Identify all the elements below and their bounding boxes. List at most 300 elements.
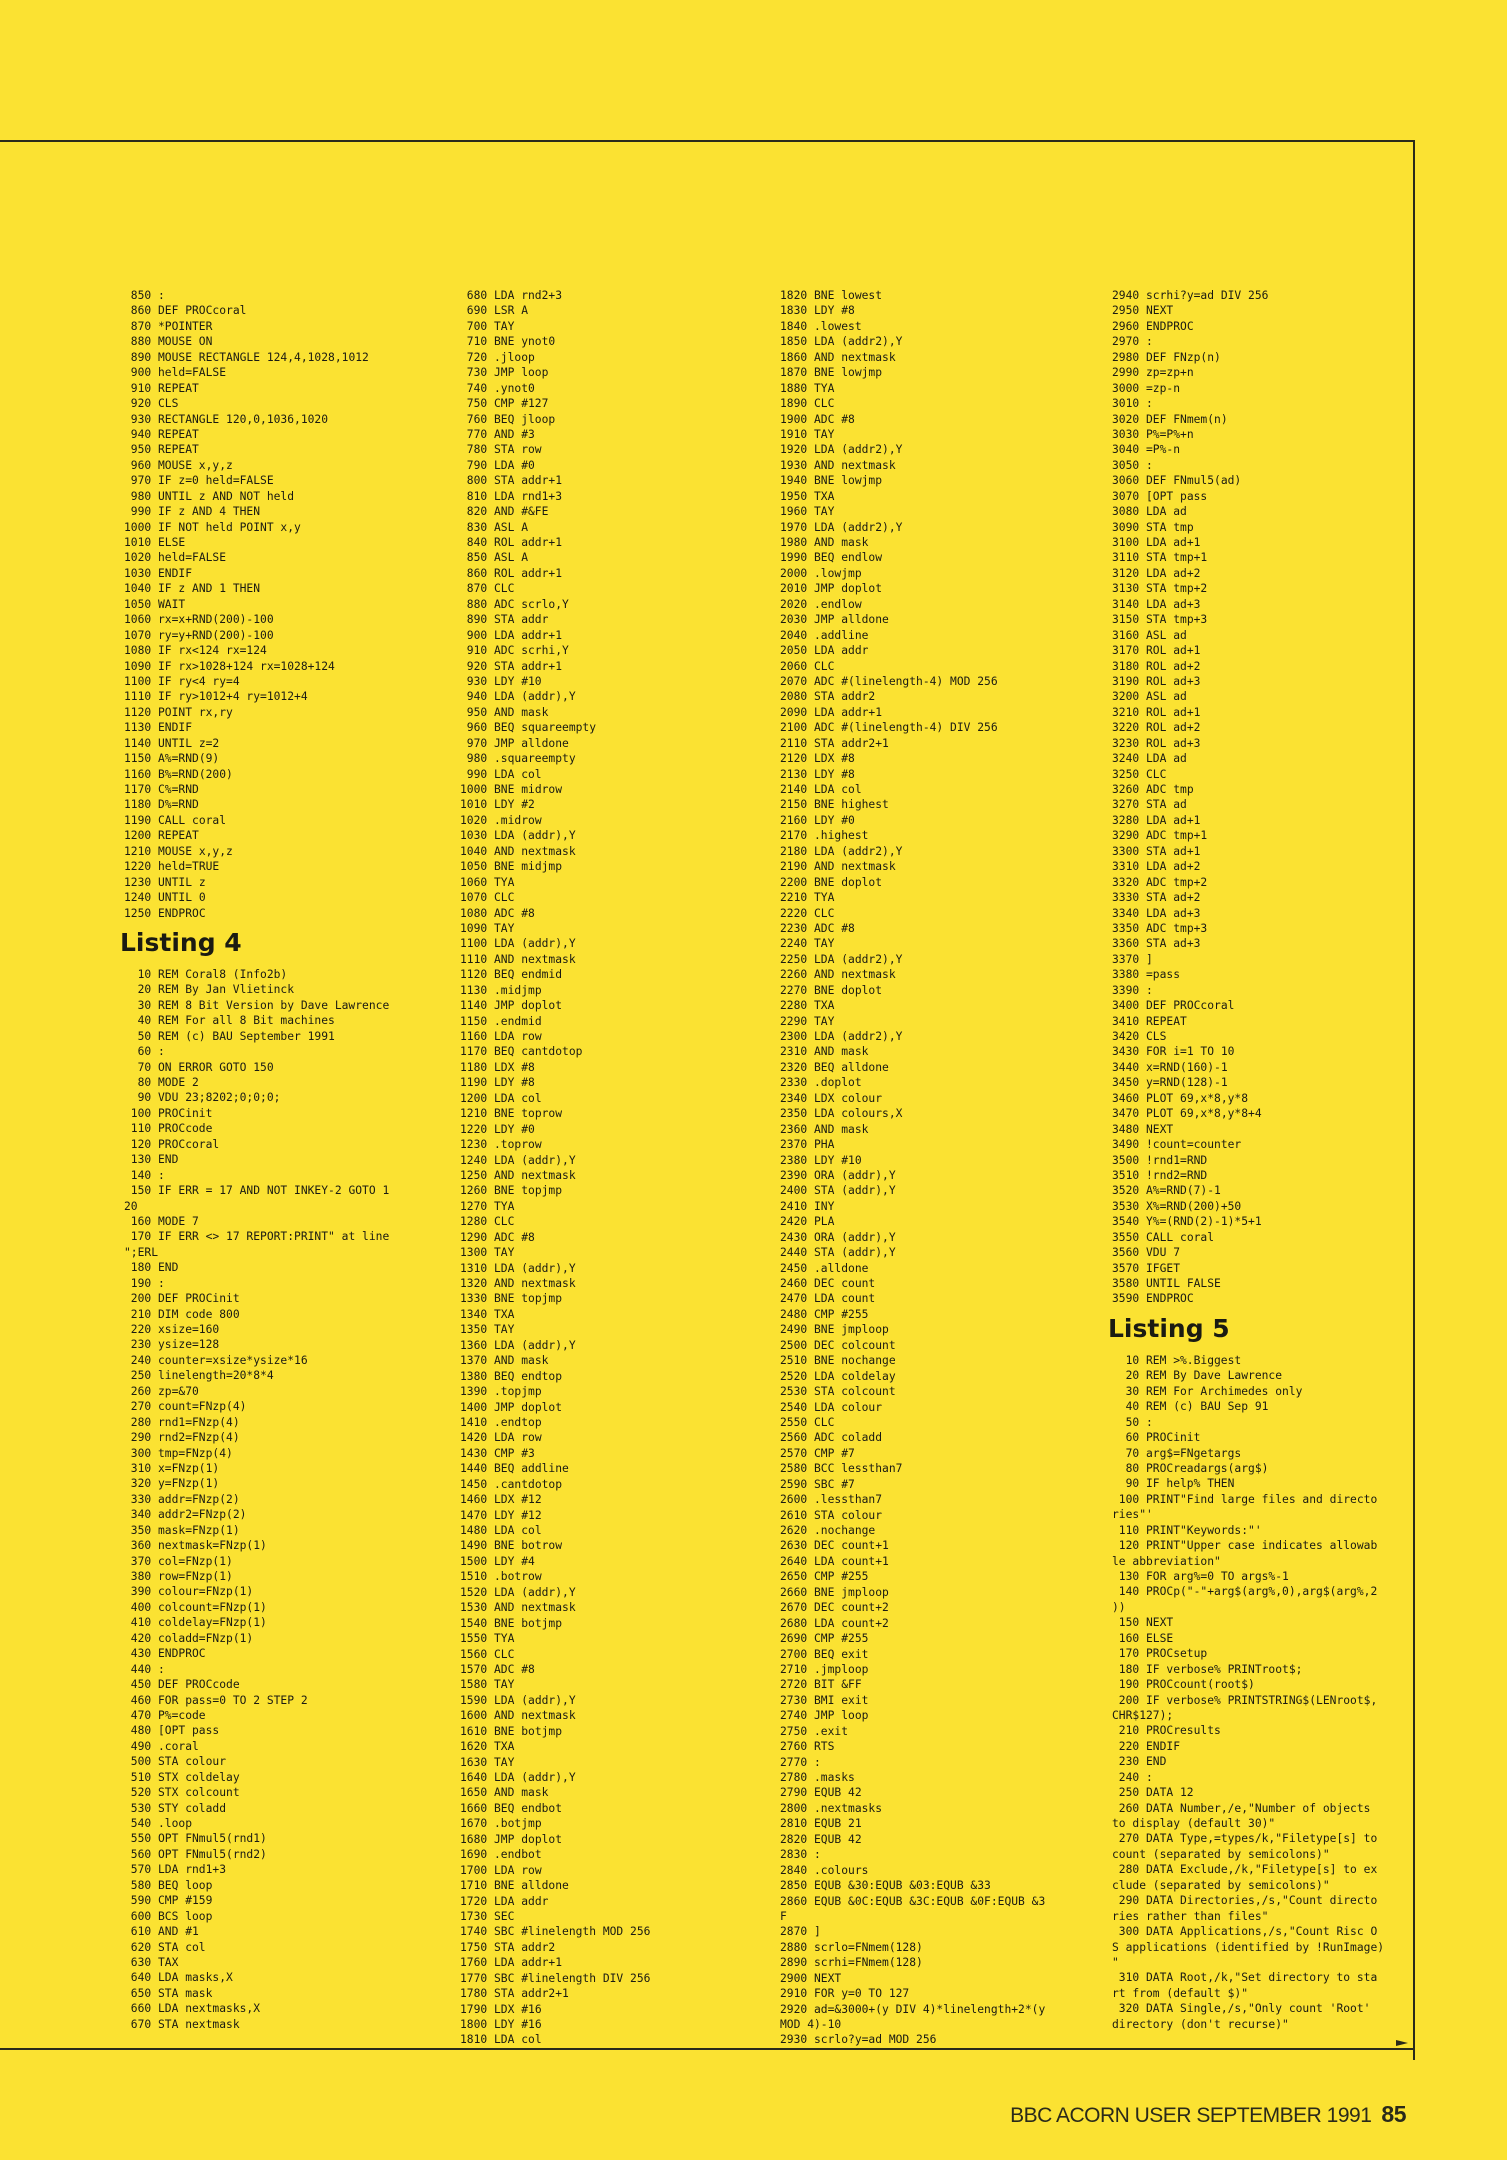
code-line: 170 PROCsetup (1118, 1647, 1208, 1661)
code-line: 2890 scrhi=FNmem(128) (780, 1956, 923, 1970)
code-line: 280 DATA Exclude,/k,"Filetype[s] to ex (1118, 1863, 1378, 1877)
code-line: 290 DATA Directories,/s,"Count directo (1118, 1894, 1378, 1908)
code-line: 2030 JMP alldone (780, 613, 889, 627)
code-line: 3470 PLOT 69,x*8,y*8+4 (1112, 1107, 1262, 1121)
code-line: 1080 ADC #8 (460, 906, 535, 920)
code-line: 40 REM For all 8 Bit machines (137, 1014, 335, 1028)
code-line: 1170 BEQ cantdotop (460, 1045, 583, 1059)
code-line: 920 STA addr+1 (466, 659, 563, 673)
continue-arrow-icon (1396, 2040, 1408, 2046)
code-line: 2730 BMI exit (780, 1693, 869, 1707)
code-line: 3570 IFGET (1112, 1261, 1181, 1275)
code-line: 790 LDA #0 (466, 458, 535, 472)
code-line: 3520 A%=RND(7)-1 (1112, 1184, 1221, 1198)
listing-column-4 (1108, 288, 1385, 2032)
code-line: rt from (default $)" (1112, 1986, 1249, 2000)
code-line: 1140 JMP doplot (460, 999, 563, 1013)
code-line: 3490 !count=counter (1112, 1138, 1242, 1152)
code-line: 1130 .midjmp (460, 983, 542, 997)
code-line: 1400 JMP doplot (460, 1400, 563, 1414)
code-line: 2120 LDX #8 (780, 752, 855, 766)
code-line: 2290 TAY (780, 1014, 835, 1028)
code-line: 250 DATA 12 (1118, 1786, 1194, 1800)
code-line: 1920 LDA (addr2),Y (780, 443, 903, 457)
code-line: 3550 CALL coral (1112, 1230, 1215, 1244)
code-line: 1660 BEQ endbot (460, 1801, 563, 1815)
code-line: 2550 CLC (780, 1415, 835, 1429)
code-line: 120 PROCcoral (130, 1137, 220, 1151)
code-line: to display (default 30)" (1112, 1817, 1276, 1830)
code-line: 3370 ] (1112, 952, 1153, 966)
code-line: 2370 PHA (780, 1138, 835, 1152)
code-line: 870 *POINTER (130, 319, 213, 333)
code-line: 3160 ASL ad (1112, 628, 1187, 642)
code-line: 160 ELSE (1118, 1631, 1174, 1645)
code-line: 970 JMP alldone (466, 736, 569, 750)
code-line: 950 REPEAT (130, 443, 199, 457)
code-line: ries rather than files" (1112, 1909, 1269, 1923)
code-line: 2380 LDY #10 (780, 1153, 862, 1167)
code-line: 1370 AND mask (460, 1354, 549, 1368)
code-line: 300 DATA Applications,/s,"Count Risc O (1118, 1925, 1378, 1939)
code-line: 410 coldelay=FNzp(1) (130, 1616, 267, 1630)
code-line: 870 CLC (466, 582, 515, 596)
code-line: 1080 IF rx<124 rx=124 (124, 644, 267, 658)
code-line: 150 NEXT (1118, 1616, 1174, 1630)
code-line: 1550 TYA (460, 1632, 515, 1646)
code-line: 170 IF ERR <> 17 REPORT:PRINT" at line (130, 1230, 390, 1244)
bottom-rule (0, 2048, 1415, 2050)
code-line: 210 PROCresults (1118, 1724, 1221, 1738)
code-line: 2530 STA colcount (780, 1385, 896, 1399)
code-line: 510 STX coldelay (130, 1770, 240, 1784)
code-line: 620 STA col (130, 1940, 206, 1954)
code-line: ries"' (1112, 1508, 1153, 1522)
code-line: 2660 BNE jmploop (780, 1585, 889, 1599)
code-line: 2330 .doplot (780, 1076, 862, 1090)
code-line: 70 arg$=FNgetargs (1125, 1446, 1242, 1460)
code-line: 1760 LDA addr+1 (460, 1956, 563, 1970)
code-line: 3190 ROL ad+3 (1112, 674, 1201, 688)
code-line: 450 DEF PROCcode (130, 1678, 240, 1692)
code-line: 1180 LDX #8 (460, 1060, 535, 1074)
code-line: 3380 =pass (1112, 968, 1181, 982)
code-line: 340 addr2=FNzp(2) (130, 1508, 247, 1522)
code-line: 2210 TYA (780, 891, 835, 905)
code-line: 1900 ADC #8 (780, 412, 855, 426)
code-line: 220 xsize=160 (130, 1323, 220, 1336)
code-line: 2260 AND nextmask (780, 968, 896, 982)
code-line: 890 STA addr (466, 613, 549, 627)
code-line: 1890 CLC (780, 397, 835, 411)
code-line: 190 : (130, 1276, 165, 1290)
code-line: 2790 EQUB 42 (780, 1786, 862, 1800)
code-line: directory (don't recurse)" (1112, 2017, 1289, 2031)
code-line: 80 PROCreadargs(arg$) (1125, 1461, 1269, 1475)
code-line: 2170 .highest (780, 829, 869, 843)
code-line: 60 : (137, 1045, 165, 1059)
code-line: 440 : (130, 1662, 165, 1676)
code-line: 390 colour=FNzp(1) (130, 1585, 254, 1599)
code-line: 1060 TYA (460, 875, 515, 889)
code-line: 10 REM >%.Biggest (1125, 1353, 1242, 1367)
code-line: 2400 STA (addr),Y (780, 1184, 896, 1198)
code-line: 1950 TXA (780, 489, 835, 503)
code-line: 50 : (1125, 1415, 1153, 1429)
code-line: 20 REM By Jan Vlietinck (137, 983, 295, 997)
code-line: 3480 NEXT (1112, 1122, 1174, 1136)
code-line: 1260 BNE topjmp (460, 1184, 563, 1198)
code-line: 3360 STA ad+3 (1112, 937, 1201, 951)
code-line: 990 LDA col (466, 767, 542, 781)
code-line: 2950 NEXT (1112, 304, 1174, 318)
listing-heading: Listing 5 (1108, 1313, 1230, 1343)
code-line: 2220 CLC (780, 906, 835, 920)
code-line: 2430 ORA (addr),Y (780, 1230, 896, 1244)
code-line: 2840 .colours (780, 1863, 869, 1877)
code-line: 980 UNTIL z AND NOT held (130, 489, 295, 503)
code-line: 1620 TXA (460, 1740, 515, 1754)
code-line: CHR$127); (1112, 1708, 1174, 1722)
code-line: 610 AND #1 (130, 1925, 199, 1939)
code-line: 1380 BEQ endtop (460, 1369, 563, 1383)
code-line: 240 : (1118, 1770, 1153, 1784)
code-line: 910 REPEAT (130, 381, 199, 395)
code-line: 1000 BNE midrow (460, 783, 563, 796)
code-line: 2560 ADC coladd (780, 1431, 883, 1445)
code-line: 3580 UNTIL FALSE (1112, 1277, 1221, 1290)
code-line: 2610 STA colour (780, 1508, 883, 1522)
code-line: 860 DEF PROCcoral (130, 304, 247, 318)
code-line: 100 PRINT"Find large files and directo (1118, 1492, 1378, 1506)
code-line: 860 ROL addr+1 (466, 566, 563, 580)
code-line: 1910 TAY (780, 427, 835, 441)
code-line: 1840 .lowest (780, 319, 862, 333)
listing-column-1 (120, 288, 390, 2032)
code-line: 1990 BEQ endlow (780, 551, 883, 565)
code-line: 1560 CLC (460, 1647, 515, 1661)
code-line: 760 BEQ jloop (466, 412, 556, 426)
code-line: 50 REM (c) BAU September 1991 (137, 1029, 335, 1043)
code-line: 150 IF ERR = 17 AND NOT INKEY-2 GOTO 1 (130, 1184, 390, 1198)
code-line: 2710 .jmploop (780, 1662, 869, 1676)
code-line: 2720 BIT &FF (780, 1678, 862, 1692)
code-line: 1860 AND nextmask (780, 350, 896, 364)
code-line: 3390 : (1112, 983, 1153, 997)
code-line: 2810 EQUB 21 (780, 1817, 862, 1831)
code-line: 1240 UNTIL 0 (124, 891, 206, 905)
code-line: 1530 AND nextmask (460, 1601, 576, 1615)
page-number: 85 (1381, 2101, 1406, 2127)
code-line: 2280 TXA (780, 999, 835, 1013)
code-line: 80 MODE 2 (137, 1076, 199, 1089)
code-line: 330 addr=FNzp(2) (130, 1492, 240, 1506)
code-line: 540 .loop (130, 1817, 193, 1830)
code-line: 1250 AND nextmask (460, 1168, 576, 1182)
listing-column-3 (780, 288, 1045, 2048)
code-line: 530 STY coladd (130, 1801, 227, 1815)
code-line: 3500 !rnd1=RND (1112, 1153, 1208, 1167)
code-line: 1460 LDX #12 (460, 1493, 542, 1507)
code-line: 1770 SBC #linelength DIV 256 (460, 1971, 651, 1985)
code-line: 320 DATA Single,/s,"Only count 'Root' (1118, 2002, 1371, 2016)
code-line: 2910 FOR y=0 TO 127 (780, 1987, 910, 2001)
code-line: 940 REPEAT (130, 427, 199, 441)
code-line: 1000 IF NOT held POINT x,y (124, 520, 301, 534)
code-line: 1850 LDA (addr2),Y (780, 335, 903, 349)
code-line: 2450 .alldone (780, 1261, 869, 1275)
code-line: 20 (124, 1199, 138, 1213)
code-line: 3530 X%=RND(200)+50 (1112, 1199, 1242, 1213)
code-line: 200 IF verbose% PRINTSTRING$(LENroot$, (1118, 1693, 1378, 1707)
code-line: 180 END (130, 1261, 179, 1275)
code-line: " (1112, 1955, 1119, 1969)
code-line: 520 STX colcount (130, 1786, 240, 1800)
code-line: 3020 DEF FNmem(n) (1112, 412, 1228, 426)
code-line: 1700 LDA row (460, 1863, 542, 1877)
code-line: 110 PRINT"Keywords:"' (1118, 1523, 1262, 1537)
listing-heading: Listing 4 (120, 927, 242, 957)
code-line: 260 zp=&70 (130, 1384, 199, 1398)
code-line: 1160 B%=RND(200) (124, 767, 233, 781)
code-line: 2570 CMP #7 (780, 1446, 855, 1460)
code-line: 1050 WAIT (124, 597, 186, 611)
code-line: 3260 ADC tmp (1112, 783, 1194, 796)
code-line: 1190 CALL coral (124, 813, 227, 827)
code-line: 1170 C%=RND (124, 783, 199, 796)
code-line: 1640 LDA (addr),Y (460, 1771, 576, 1784)
code-line: 1810 LDA col (460, 2033, 542, 2047)
code-line: 1070 ry=y+RND(200)-100 (124, 628, 274, 642)
code-line: 740 .ynot0 (466, 381, 535, 395)
code-line: 1580 TAY (460, 1678, 515, 1692)
code-line: 3070 [OPT pass (1112, 489, 1208, 503)
code-line: 1520 LDA (addr),Y (460, 1585, 576, 1599)
code-line: 380 row=FNzp(1) (130, 1570, 233, 1583)
code-line: 670 STA nextmask (130, 2017, 240, 2031)
code-line: 1420 LDA row (460, 1431, 542, 1445)
code-line: 3510 !rnd2=RND (1112, 1168, 1208, 1182)
code-line: 3060 DEF FNmul5(ad) (1112, 474, 1242, 488)
code-line: 2050 LDA addr (780, 644, 869, 658)
code-line: 130 END (130, 1153, 179, 1167)
code-line: 1960 TAY (780, 505, 835, 519)
code-line: 660 LDA nextmasks,X (130, 2002, 261, 2016)
code-line: 1090 IF rx>1028+124 rx=1028+124 (124, 659, 335, 673)
code-line: 1130 ENDIF (124, 721, 193, 735)
code-line: 230 END (1118, 1755, 1167, 1769)
code-line: 2070 ADC #(linelength-4) MOD 256 (780, 674, 998, 688)
code-line: 2060 CLC (780, 659, 835, 673)
code-line: 480 [OPT pass (130, 1724, 220, 1738)
code-line: ";ERL (124, 1245, 159, 1259)
code-line: 950 AND mask (466, 705, 549, 719)
code-line: 1210 BNE toprow (460, 1107, 563, 1121)
code-line: 940 LDA (addr),Y (466, 690, 576, 704)
code-line: 1160 LDA row (460, 1030, 542, 1043)
code-line: 1740 SBC #linelength MOD 256 (460, 1925, 651, 1939)
code-line: 1830 LDY #8 (780, 304, 855, 318)
code-line: 360 nextmask=FNzp(1) (130, 1539, 267, 1553)
code-line: 2200 BNE doplot (780, 875, 883, 889)
code-line: 700 TAY (466, 319, 515, 333)
code-line: 2800 .nextmasks (780, 1801, 883, 1815)
code-line: 1600 AND nextmask (460, 1709, 576, 1723)
code-line: 1720 LDA addr (460, 1894, 549, 1908)
code-line: 2600 .lessthan7 (780, 1493, 883, 1507)
code-line: 2340 LDX colour (780, 1091, 883, 1105)
code-line: 2680 LDA count+2 (780, 1616, 889, 1630)
code-line: 100 PROCinit (130, 1106, 213, 1120)
code-line: 1870 BNE lowjmp (780, 366, 883, 380)
code-line: 2360 AND mask (780, 1122, 869, 1136)
code-line: 1680 JMP doplot (460, 1832, 563, 1846)
code-line: 2750 .exit (780, 1724, 849, 1738)
code-line: 880 MOUSE ON (130, 335, 213, 349)
code-line: 3250 CLC (1112, 767, 1167, 781)
code-line: 2920 ad=&3000+(y DIV 4)*linelength+2*(y (780, 2002, 1046, 2016)
code-line: 3320 ADC tmp+2 (1112, 875, 1208, 889)
code-line: 2020 .endlow (780, 597, 862, 611)
code-line: 1350 TAY (460, 1323, 515, 1337)
code-line: 1270 TYA (460, 1199, 515, 1213)
code-line: 1470 LDY #12 (460, 1508, 542, 1522)
code-line: 2150 BNE highest (780, 798, 889, 812)
code-line: 3030 P%=P%+n (1112, 427, 1194, 441)
code-line: 3080 LDA ad (1112, 505, 1187, 519)
code-line: 1500 LDY #4 (460, 1554, 535, 1568)
code-line: 3170 ROL ad+1 (1112, 644, 1201, 658)
code-line: 2540 LDA colour (780, 1400, 883, 1414)
code-line: 1300 TAY (460, 1246, 515, 1260)
code-line: 110 PROCcode (130, 1122, 213, 1136)
code-line: 3120 LDA ad+2 (1112, 566, 1201, 580)
code-line: 930 RECTANGLE 120,0,1036,1020 (130, 412, 329, 426)
code-line: 270 count=FNzp(4) (130, 1400, 247, 1414)
code-line: 3420 CLS (1112, 1030, 1167, 1043)
publication-name: BBC ACORN USER SEPTEMBER 1991 (1010, 2104, 1372, 2127)
code-line: 1510 .botrow (460, 1570, 542, 1584)
code-line: 1430 CMP #3 (460, 1446, 535, 1460)
code-line: 3330 STA ad+2 (1112, 891, 1201, 905)
code-line: 1110 IF ry>1012+4 ry=1012+4 (124, 690, 308, 704)
code-line: 2090 LDA addr+1 (780, 705, 883, 719)
code-line: 980 .squareempty (466, 752, 576, 766)
code-line: 570 LDA rnd1+3 (130, 1863, 227, 1877)
code-line: 590 CMP #159 (130, 1894, 213, 1908)
code-line: F (780, 1909, 787, 1923)
code-line: 2880 scrlo=FNmem(128) (780, 1940, 923, 1954)
code-line: 1010 ELSE (124, 536, 186, 549)
code-line: 20 REM By Dave Lawrence (1125, 1369, 1283, 1383)
code-line: 1540 BNE botjmp (460, 1616, 563, 1630)
code-line: 750 CMP #127 (466, 397, 549, 411)
code-line: 560 OPT FNmul5(rnd2) (130, 1847, 267, 1861)
code-line: 1800 LDY #16 (460, 2018, 542, 2031)
code-line: 320 y=FNzp(1) (130, 1477, 220, 1491)
code-line: 290 rnd2=FNzp(4) (130, 1431, 240, 1445)
code-line: 1730 SEC (460, 1909, 515, 1923)
code-line: 1020 held=FALSE (124, 551, 227, 565)
code-line: 1390 .topjmp (460, 1385, 542, 1399)
code-line: 2960 ENDPROC (1112, 319, 1194, 333)
code-line: 1120 BEQ endmid (460, 968, 563, 982)
right-rule (1413, 140, 1415, 2060)
code-line: 970 IF z=0 held=FALSE (130, 474, 274, 488)
code-line: 3460 PLOT 69,x*8,y*8 (1112, 1091, 1249, 1105)
code-line: 1630 TAY (460, 1755, 515, 1769)
code-line: 3450 y=RND(128)-1 (1112, 1076, 1228, 1090)
code-line: 1570 ADC #8 (460, 1662, 535, 1676)
code-line: 3180 ROL ad+2 (1112, 659, 1201, 673)
code-line: 40 REM (c) BAU Sep 91 (1125, 1400, 1269, 1414)
code-line: 2080 STA addr2 (780, 690, 876, 704)
code-line: 2620 .nochange (780, 1524, 876, 1537)
code-line: 1290 ADC #8 (460, 1230, 535, 1244)
code-line: 1070 CLC (460, 891, 515, 905)
code-line: 690 LSR A (466, 304, 529, 318)
code-line: 2240 TAY (780, 937, 835, 951)
code-line: 770 AND #3 (466, 427, 535, 441)
code-line: 840 ROL addr+1 (466, 536, 563, 549)
code-line: 1330 BNE topjmp (460, 1292, 563, 1306)
code-line: 1690 .endbot (460, 1848, 542, 1862)
code-line: 460 FOR pass=0 TO 2 STEP 2 (130, 1693, 308, 1707)
listing-column-2 (460, 288, 650, 2048)
page-footer (1010, 2101, 1406, 2128)
code-line: 3540 Y%=(RND(2)-1)*5+1 (1112, 1215, 1262, 1229)
code-line: 2230 ADC #8 (780, 921, 855, 935)
code-line: 3350 ADC tmp+3 (1112, 921, 1208, 935)
code-line: 1310 LDA (addr),Y (460, 1261, 576, 1275)
code-line: 500 STA colour (130, 1755, 227, 1769)
code-line: 1410 .endtop (460, 1415, 542, 1429)
code-line: 2310 AND mask (780, 1045, 869, 1059)
code-line: 1450 .cantdotop (460, 1477, 563, 1491)
code-line: 1110 AND nextmask (460, 952, 576, 966)
code-line: 2820 EQUB 42 (780, 1832, 862, 1846)
code-line: 90 IF help% THEN (1125, 1477, 1235, 1491)
code-line: 1490 BNE botrow (460, 1539, 563, 1553)
code-line: 220 ENDIF (1118, 1739, 1181, 1753)
code-line: 3050 : (1112, 458, 1153, 472)
code-line: 420 coladd=FNzp(1) (130, 1631, 254, 1645)
code-line: 720 .jloop (466, 350, 535, 364)
code-line: 260 DATA Number,/e,"Number of objects (1118, 1801, 1371, 1815)
code-line: 3000 =zp-n (1112, 381, 1181, 395)
code-line: 3590 ENDPROC (1112, 1292, 1194, 1306)
code-line: 2650 CMP #255 (780, 1570, 869, 1584)
code-line: 2520 LDA coldelay (780, 1369, 896, 1383)
code-line: 850 ASL A (466, 551, 529, 565)
code-line: 930 LDY #10 (466, 674, 542, 688)
code-line: 2010 JMP doplot (780, 582, 883, 596)
code-line: 3280 LDA ad+1 (1112, 813, 1201, 827)
code-line: 1220 LDY #0 (460, 1122, 535, 1136)
code-line: 1190 LDY #8 (460, 1076, 535, 1090)
code-line: 1280 CLC (460, 1215, 515, 1229)
code-line: 3100 LDA ad+1 (1112, 536, 1201, 549)
code-line: count (separated by semicolons)" (1112, 1847, 1330, 1861)
code-line: 1930 AND nextmask (780, 458, 896, 472)
code-line: 2040 .addline (780, 628, 869, 642)
code-line: 2770 : (780, 1755, 821, 1769)
code-line: 1200 LDA col (460, 1091, 542, 1105)
code-line: 3310 LDA ad+2 (1112, 860, 1201, 874)
code-line: 1030 LDA (addr),Y (460, 829, 576, 843)
code-line: 2850 EQUB &30:EQUB &03:EQUB &33 (780, 1879, 991, 1893)
code-line: 1010 LDY #2 (460, 798, 535, 812)
